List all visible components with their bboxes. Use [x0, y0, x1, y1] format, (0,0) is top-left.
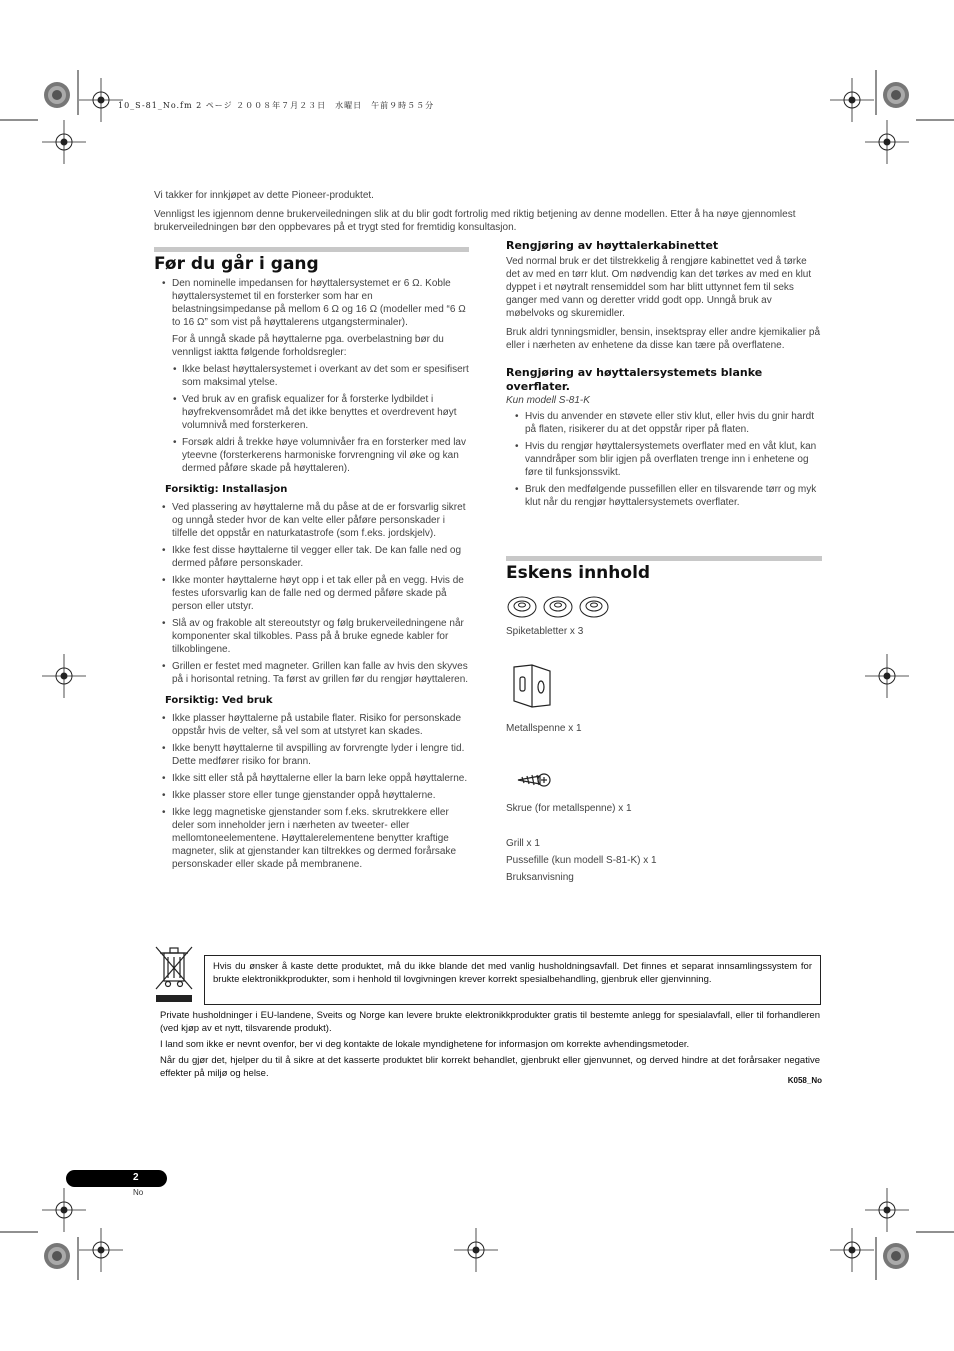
screw-icon	[516, 770, 552, 790]
list-item: • Slå av og frakoble alt stereoutstyr og følg brukerveiledningene når komponenter skal tilkobles. Pass på å bruke egnede kabler for tilkoblingene.	[161, 617, 469, 656]
disposal-code: K058_No	[787, 1076, 822, 1085]
page-tab	[66, 1170, 167, 1187]
weee-bin-icon	[154, 945, 194, 1003]
list-item: • Den nominelle impedansen for høyttalersystemet er 6 Ω. Koble høyttalersystemet til en forsterker som har en belastningsimpedanse på mellom 6 Ω og 16 Ω (modeller med “6 Ω to 16 Ω” som vist på høyttalerens utgangsterminaler). For å unngå skade på høyttalerne pga. overbelastning bør du vennligst iaktta følgende forholdsregler: • Ikke belast høyttalersystemet i overkant av det som er spesifisert som maksimal ytelse. • Ved bruk av en grafisk equalizer for å forsterke lydbildet i høyfrekvensområdet må det ikke benyttes et overdrevent høyt volumnivå med forsterkeren. • Forsøk aldri å trekke høye volumnivåer fra en forsterker med lav yteevne (forsterkerens harmoniske forvrengning vil øke og kan dermed påføre skade på høyttaleren).	[161, 277, 469, 475]
file-header: 10_S-81_No.fm 2 ページ ２００８年７月２３日 水曜日 午前９時５５分	[118, 101, 435, 110]
disposal-notice-1: Private husholdninger i EU-landene, Sveits og Norge kan levere brukte elektronikkprodukter gratis til bestemte anlegg for spesialavfall, eller til forhandleren (ved kjøp av et nytt, tilsvarende produkt).	[160, 1010, 820, 1034]
disposal-notice-3: Når du gjør det, hjelper du til å sikre at det kasserte produktet blir korrekt behandlet, gjenbrukt eller gjenvunnet, og derved hindre at det forårsaker negative effekter på miljø og helse.	[160, 1055, 820, 1079]
cabinet-heading: Rengjøring av høyttalerkabinettet	[506, 239, 719, 252]
cloth-label: Pussefille (kun modell S-81-K) x 1	[506, 855, 657, 866]
section-title-contents: Eskens innhold	[506, 563, 651, 583]
list-item: • Hvis du rengjør høyttalersystemets overflater med en våt klut, kan vanndråper som blir igjen på overflaten trenge inn i enhetene og føre til funksjonssvikt.	[514, 440, 822, 479]
spike-pads-label: Spiketabletter x 3	[506, 626, 584, 637]
spike-pads-icon	[506, 594, 610, 620]
section-bar-start	[154, 247, 469, 252]
list-item: • Ikke sitt eller stå på høyttalerne eller la barn leke oppå høyttalerne.	[161, 772, 469, 785]
section-title-start: Før du går i gang	[154, 254, 319, 274]
use-heading: Forsiktig: Ved bruk	[165, 695, 273, 706]
start-content	[161, 277, 469, 875]
list-item: • Ikke benytt høyttalerne til avspilling av forvrengte lyder i lengre tid. Dette medfører risiko for brann.	[161, 742, 469, 768]
list-item: • Hvis du anvender en støvete eller stiv klut, eller hvis du gnir hardt på flaten, risikerer du at det oppstår riper på flaten.	[514, 410, 822, 436]
language-code: No	[133, 1188, 144, 1197]
list-item: • Ikke belast høyttalersystemet i overkant av det som er spesifisert som maksimal ytelse.	[172, 363, 469, 389]
disposal-box: Hvis du ønsker å kaste dette produktet, må du ikke blande det med vanlig husholdningsavfall. Det finnes et separat innsamlingssystem for brukte elektronikkprodukter, som i henhold til lovgivningen krever korrekt spesialbehandling, gjenbruk eller gjenvinning.	[204, 955, 821, 1005]
install-heading: Forsiktig: Installasjon	[165, 484, 288, 495]
cabinet-paragraph: Ved normal bruk er det tilstrekkelig å rengjøre kabinettet ved å tørke det av med en tørr klut. Om nødvendig kan det tørkes av med en klut dyppet i et nøytralt rensemiddel som har blitt uttynnet fem til seks ganger med vann og deretter vridd godt opp. Unngå bruk av møbelvoks og skuremidler.	[506, 256, 812, 319]
metal-bracket-icon	[510, 663, 554, 709]
list-item: • Ikke fest disse høyttalerne til vegger eller tak. De kan falle ned og dermed påføre personskader.	[161, 544, 469, 570]
grill-label: Grill x 1	[506, 838, 540, 849]
gloss-heading: Rengjøring av høyttalersystemets blanke overflater.	[506, 366, 763, 393]
screw-label: Skrue (for metallspenne) x 1	[506, 803, 632, 814]
disposal-notice-2: I land som ikke er nevnt ovenfor, ber vi deg kontakte de lokale myndighetene for informasjon om korrekte avhendingsmetoder.	[160, 1039, 690, 1050]
cleaning-content	[506, 239, 822, 513]
intro	[154, 189, 814, 240]
list-item: • Ikke plasser høyttalerne på ustabile flater. Risiko for personskade oppstår hvis de velter, så vel som at utstyret kan skades.	[161, 712, 469, 738]
list-item: • Ved plassering av høyttalerne må du påse at de er forsvarlig sikret og unngå steder hvor de kan velte eller påføre personskader i tilfelle det oppstår en naturkatastrofe (som f.eks. jordskjelv).	[161, 501, 469, 540]
manual-label: Bruksanvisning	[506, 872, 574, 883]
page-number: 2	[133, 1172, 139, 1183]
list-item: • Ved bruk av en grafisk equalizer for å forsterke lydbildet i høyfrekvensområdet må det ikke benyttes et overdrevent høyt volumnivå med forsterkeren.	[172, 393, 469, 432]
list-item: • Grillen er festet med magneter. Grillen kan falle av hvis den skyves på i horisontal retning. Ta først av grillen før du rengjør høyttaleren.	[161, 660, 469, 686]
contents-list	[506, 835, 657, 886]
chemicals-paragraph: Bruk aldri tynningsmidler, bensin, insektspray eller andre kjemikalier på eller i nærheten av enhetene da disse kan tære på overflatene.	[506, 327, 821, 351]
section-bar-contents	[506, 556, 822, 561]
list-item: • Ikke monter høyttalerne høyt opp i et tak eller på en vegg. Hvis de festes uforsvarlig kan de falle ned og dermed påføre skade på person eller utstyr.	[161, 574, 469, 613]
intro-read: Vennligst les igjennom denne brukerveiledningen slik at du blir godt fortrolig med riktig betjening av denne modellen. Etter å ha nøye gjennomlest brukerveiledningen bør den oppbevares på et trygt sted for fremtidig konsultasjon.	[154, 209, 796, 233]
list-item-continued: For å unngå skade på høyttalerne pga. overbelastning bør du vennligst iaktta følgende forholdsregler:	[172, 334, 444, 358]
list-item: • Ikke plasser store eller tunge gjenstander oppå høyttalerne.	[161, 789, 469, 802]
metal-bracket-label: Metallspenne x 1	[506, 723, 582, 734]
list-item: • Forsøk aldri å trekke høye volumnivåer fra en forsterker med lav yteevne (forsterkerens harmoniske forvrengning vil øke og kan dermed påføre skade på høyttaleren).	[172, 436, 469, 475]
list-item: • Bruk den medfølgende pussefillen eller en tilsvarende tørr og myk klut når du rengjør høyttalersystemets overflater.	[514, 483, 822, 509]
list-item: • Ikke legg magnetiske gjenstander som f.eks. skrutrekkere eller deler som inneholder jern i nærheten av tweeter- eller mellomtoneelementene. Høyttalerelementene benytter kraftige magneter, slik at gjenstander kan tiltrekkes og dermed forårsake personskader eller skade på membranene.	[161, 806, 469, 871]
intro-thanks: Vi takker for innkjøpet av dette Pioneer-produktet.	[154, 190, 374, 201]
model-note: Kun modell S-81-K	[506, 395, 590, 406]
